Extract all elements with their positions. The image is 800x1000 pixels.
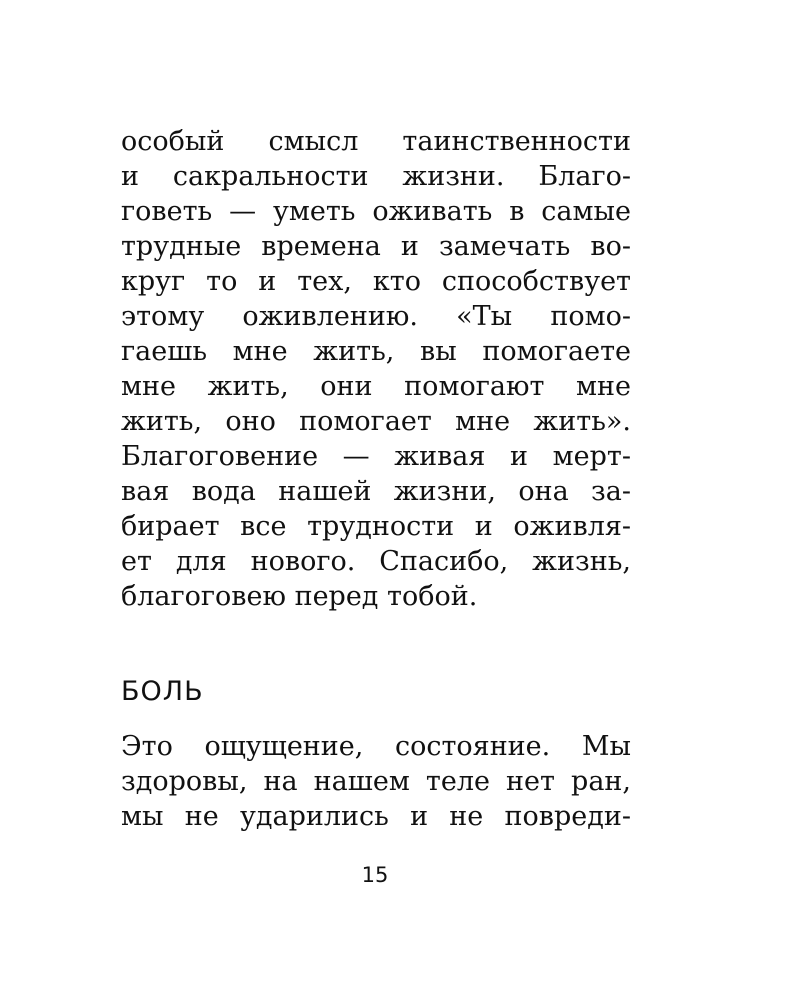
text-line: бирает все трудности и оживля- — [121, 511, 631, 542]
text-line: здоровы, на нашем теле нет ран, — [121, 766, 631, 797]
text-line: говеть — уметь оживать в самые — [121, 196, 631, 227]
text-line: трудные времена и замечать во- — [121, 231, 631, 262]
text-line: жить, оно помогает мне жить». — [121, 406, 631, 437]
text-line: мы не ударились и не повреди- — [121, 801, 631, 832]
text-line: вая вода нашей жизни, она за- — [121, 476, 631, 507]
page-number: 15 — [361, 863, 389, 887]
text-line: ет для нового. Спасибо, жизнь, — [121, 546, 631, 577]
text-line: круг то и тех, кто способствует — [121, 266, 631, 297]
text-line: гаешь мне жить, вы помогаете — [121, 336, 631, 367]
text-line: Это ощущение, состояние. Мы — [121, 731, 631, 762]
section-heading: БОЛЬ — [121, 676, 204, 707]
text-line: особый смысл таинственности — [121, 126, 631, 157]
text-line: этому оживлению. «Ты помо- — [121, 301, 631, 332]
text-line: и сакральности жизни. Благо- — [121, 161, 631, 192]
text-line: мне жить, они помогают мне — [121, 371, 631, 402]
text-line: Благоговение — живая и мерт- — [121, 441, 631, 472]
text-line: благоговею перед тобой. — [121, 581, 478, 612]
